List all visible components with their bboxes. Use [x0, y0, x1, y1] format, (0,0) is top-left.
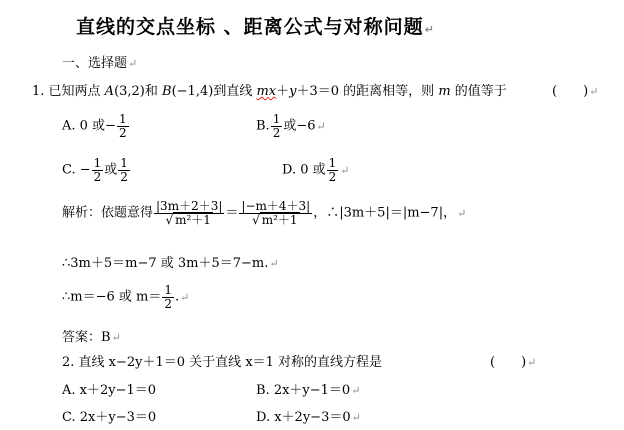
distance-fraction-2: $\frac{|-m+4+3|}{\text{√ m²＋1}}$ [241, 199, 311, 227]
question-1-answer-bracket: ( )↵ [552, 84, 599, 99]
distance-fraction-1: $\frac{|3m+2+3|}{\text{√ m²＋1}}$ [156, 199, 223, 227]
q1-analysis: 解析：依题意得 $\frac{|3m+2+3|}{\text{√ m²＋1}}$ ＝ $\frac{|-m+4+3|}{\text{√ m²＋1}}$ ，∴|3m＋5|＝|m−7|，↵ [62, 199, 467, 227]
fraction: $\frac{1}{2}$ [328, 156, 337, 184]
q1-option-b: B. $\frac{1}{2}$ 或−6↵ [256, 112, 326, 140]
section-heading: 一、选择题↵ [62, 56, 138, 71]
q2-option-c: C. 2x＋y−3＝0 [62, 410, 157, 425]
paragraph-mark: ↵ [424, 23, 435, 36]
question-1-stem: 1. 已知两点 A(3,2)和 B(−1,4)到直线 mx＋y＋3＝0 的距离相等，则 m 的值等于 [32, 84, 507, 99]
fraction: $\frac{1}{2}$ [118, 112, 127, 140]
q2-option-a: A. x＋2y−1＝0 [62, 383, 157, 398]
q1-option-a: A. 0 或− $\frac{1}{2}$ [62, 112, 127, 140]
q1-analysis-step-3: ∴m＝−6 或 m＝ $\frac{1}{2}$ .↵ [62, 283, 190, 311]
q1-answer: 答案：B↵ [62, 330, 121, 345]
q1-analysis-step-2: ∴3m＋5＝m−7 或 3m＋5＝7−m.↵ [62, 256, 279, 271]
fraction: $\frac{1}{2}$ [120, 156, 128, 184]
page-title: 直线的交点坐标 、距离公式与对称问题↵ [76, 16, 435, 38]
fraction: $\frac{1}{2}$ [164, 283, 172, 311]
q2-option-b: B. 2x＋y−1＝0↵ [256, 383, 361, 398]
q1-option-d: D. 0 或 $\frac{1}{2}$ ↵ [282, 156, 350, 184]
question-2-answer-bracket: ( )↵ [490, 355, 537, 370]
fraction: $\frac{1}{2}$ [93, 156, 102, 184]
fraction: $\frac{1}{2}$ [272, 112, 281, 140]
question-2-stem: 2. 直线 x−2y＋1＝0 关于直线 x＝1 对称的直线方程是 [62, 355, 383, 370]
q1-option-c: C. − $\frac{1}{2}$ 或 $\frac{1}{2}$ [62, 156, 128, 184]
q2-option-d: D. x＋2y−3＝0↵ [256, 410, 361, 425]
paragraph-mark: ↵ [128, 57, 138, 70]
